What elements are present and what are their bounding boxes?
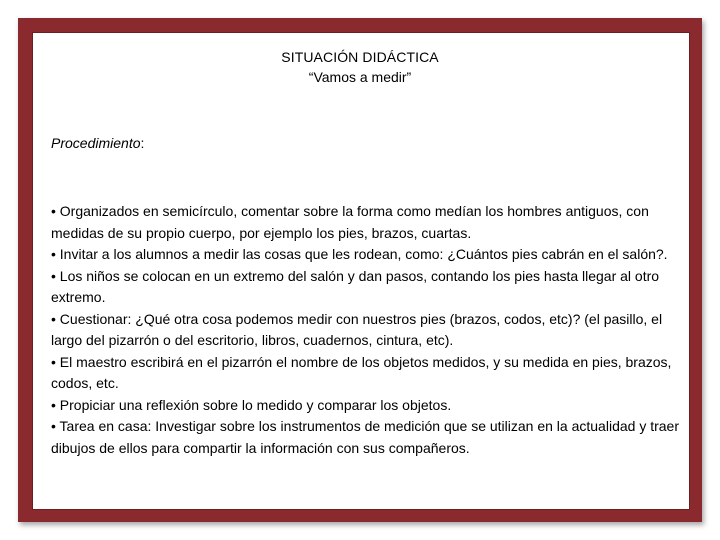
procedure-list	[51, 201, 681, 459]
procedure-label: Procedimiento	[51, 135, 141, 151]
title-block	[0, 48, 720, 86]
list-item: • Cuestionar: ¿Qué otra cosa podemos medir con nuestros pies (brazos, codos, etc)? (el pasillo, el largo del pizarrón o del escritorio, libros, cuadernos, cintura, etc).	[51, 310, 663, 348]
list-item: • Tarea en casa: Investigar sobre los instrumentos de medición que se utilizan en la actualidad y traer dibujos de ellos para compartir la información con sus compañeros.	[51, 418, 679, 456]
list-item: • Los niños se colocan en un extremo del salón y dan pasos, contando los pies hasta llegar al otro extremo.	[51, 267, 660, 305]
page-subtitle: “Vamos a medir”	[308, 69, 412, 85]
list-item: • Propiciar una reflexión sobre lo medido y comparar los objetos.	[51, 396, 452, 413]
procedure-heading	[51, 134, 144, 152]
list-item: • Invitar a los alumnos a medir las cosas que les rodean, como: ¿Cuántos pies cabrán en el salón?.	[51, 246, 668, 262]
procedure-colon: :	[140, 135, 145, 151]
list-item: • El maestro escribirá en el pizarrón el nombre de los objetos medidos, y su medida en pies, brazos, codos, etc.	[51, 353, 672, 391]
page-title: SITUACIÓN DIDÁCTICA	[281, 49, 439, 65]
list-item: • Organizados en semicírculo, comentar sobre la forma como medían los hombres antiguos, con medidas de su propio cuerpo, por ejemplo los pies, brazos, cuartas.	[51, 203, 649, 241]
